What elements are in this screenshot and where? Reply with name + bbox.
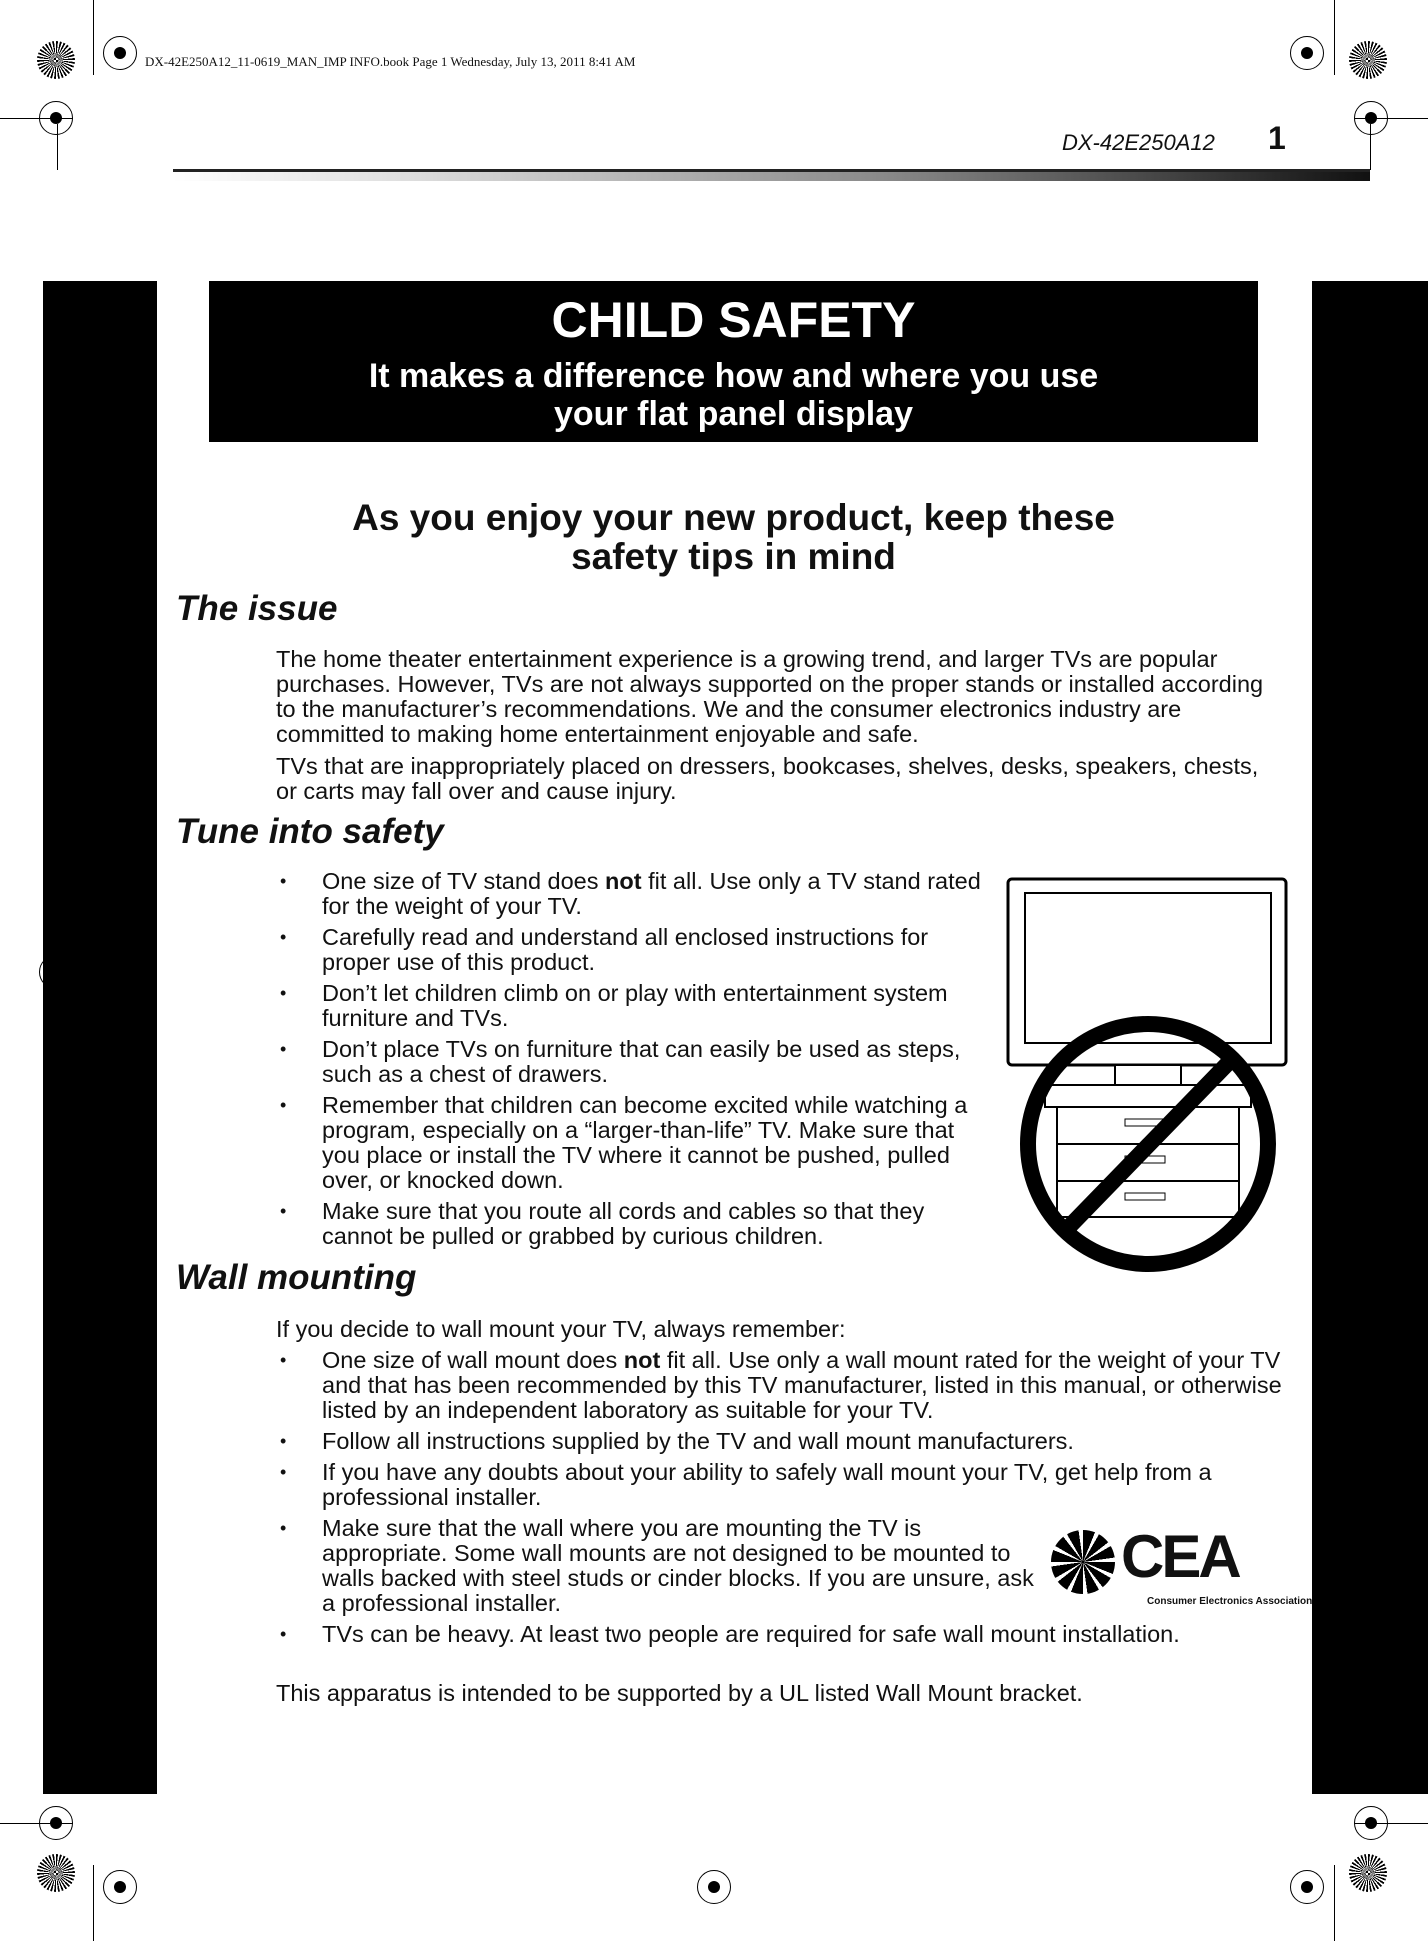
list-item: • Make sure that the wall where you are mounting the TV is appropriate. Some wall mounts are not designed to be mounted to walls backed with steel studs or cinder blocks. If you are unsure, ask a professional installer. [276, 1516, 1052, 1616]
issue-paragraph-1: The home theater entertainment experience is a growing trend, and larger TVs are popular purchases. However, TVs are not always supported on the proper stands or installed according to the manufacturer’s recommendations. We and the consumer electronics industry are committed to making home entertainment enjoyable and safe. [276, 646, 1264, 747]
tv-on-dresser-prohibited-illustration [1005, 876, 1290, 1278]
crop-line [93, 1865, 94, 1941]
list-item: • One size of TV stand does not fit all. Use only a TV stand rated for the weight of your TV. [276, 869, 986, 919]
crop-line [93, 0, 94, 75]
issue-paragraph-2: TVs that are inappropriately placed on dressers, bookcases, shelves, desks, speakers, chests, or carts may fall over and cause injury. [276, 753, 1259, 804]
print-slug: DX-42E250A12_11-0619_MAN_IMP INFO.book Page 1 Wednesday, July 13, 2011 8:41 AM [145, 54, 636, 69]
crop-line [0, 118, 73, 119]
list-item: • TVs can be heavy. At least two people are required for safe wall mount installation. [276, 1622, 1296, 1647]
registration-burst-icon [37, 41, 75, 79]
heading-tune-into-safety: Tune into safety [176, 812, 444, 851]
crop-line [1355, 118, 1428, 119]
tune-bullet-list [276, 869, 986, 1255]
cea-logo [1049, 1523, 1313, 1612]
crosshair-icon [697, 1870, 731, 1904]
list-item: • Make sure that you route all cords and cables so that they cannot be pulled or grabbed by curious children. [276, 1199, 986, 1249]
list-item: • Follow all instructions supplied by the TV and wall mount manufacturers. [276, 1429, 1296, 1454]
crosshair-icon [103, 36, 137, 70]
crop-line [1355, 1823, 1428, 1824]
crop-line [1334, 1865, 1335, 1941]
banner-subtitle-1: It makes a difference how and where you use [368, 357, 1099, 395]
registration-burst-icon [1349, 41, 1387, 79]
lead-line-1: As you enjoy your new product, keep these [352, 497, 1115, 538]
crop-line [57, 124, 58, 170]
heading-wall-mounting: Wall mounting [176, 1258, 417, 1297]
crop-line [1370, 124, 1371, 170]
banner-subtitle-2: your flat panel display [554, 395, 913, 433]
list-item: • Don’t let children climb on or play with entertainment system furniture and TVs. [276, 981, 986, 1031]
list-item: • Don’t place TVs on furniture that can easily be used as steps, such as a chest of drawers. [276, 1037, 986, 1087]
wall-footer-note: This apparatus is intended to be supported by a UL listed Wall Mount bracket. [276, 1680, 1083, 1706]
crosshair-icon [103, 1870, 137, 1904]
cea-starburst-icon [1051, 1530, 1115, 1594]
page-number: 1 [1268, 120, 1286, 156]
lead-heading [209, 498, 1258, 576]
child-safety-banner [209, 281, 1258, 442]
crosshair-icon [1290, 36, 1324, 70]
banner-title: CHILD SAFETY [551, 292, 916, 348]
list-item: • One size of wall mount does not fit all. Use only a wall mount rated for the weight of your TV and that has been recommended by this TV manufacturer, listed in this manual, or otherwise listed by an independent laboratory as suitable for your TV. [276, 1348, 1296, 1423]
cea-tagline: Consumer Electronics Association [1147, 1596, 1313, 1607]
right-black-bar [1312, 281, 1428, 1794]
list-item: • If you have any doubts about your ability to safely wall mount your TV, get help from a professional installer. [276, 1460, 1296, 1510]
registration-burst-icon [1349, 1854, 1387, 1892]
heading-the-issue: The issue [176, 589, 338, 628]
crop-line [0, 1823, 73, 1824]
left-black-bar [43, 281, 157, 1794]
list-item: • Remember that children can become excited while watching a program, especially on a “larger-than-life” TV. Make sure that you place or install the TV where it cannot be pushed, pulled over, or knocked down. [276, 1093, 986, 1193]
cea-wordmark: CEA [1121, 1523, 1239, 1590]
list-item: • Carefully read and understand all enclosed instructions for proper use of this product. [276, 925, 986, 975]
registration-burst-icon [37, 1854, 75, 1892]
crosshair-icon [1290, 1870, 1324, 1904]
crop-line [1334, 0, 1335, 75]
lead-line-2: safety tips in mind [571, 536, 896, 577]
header-rule [173, 169, 1370, 181]
running-header: DX-42E250A12 [1062, 130, 1215, 155]
wall-intro: If you decide to wall mount your TV, always remember: [276, 1316, 846, 1342]
